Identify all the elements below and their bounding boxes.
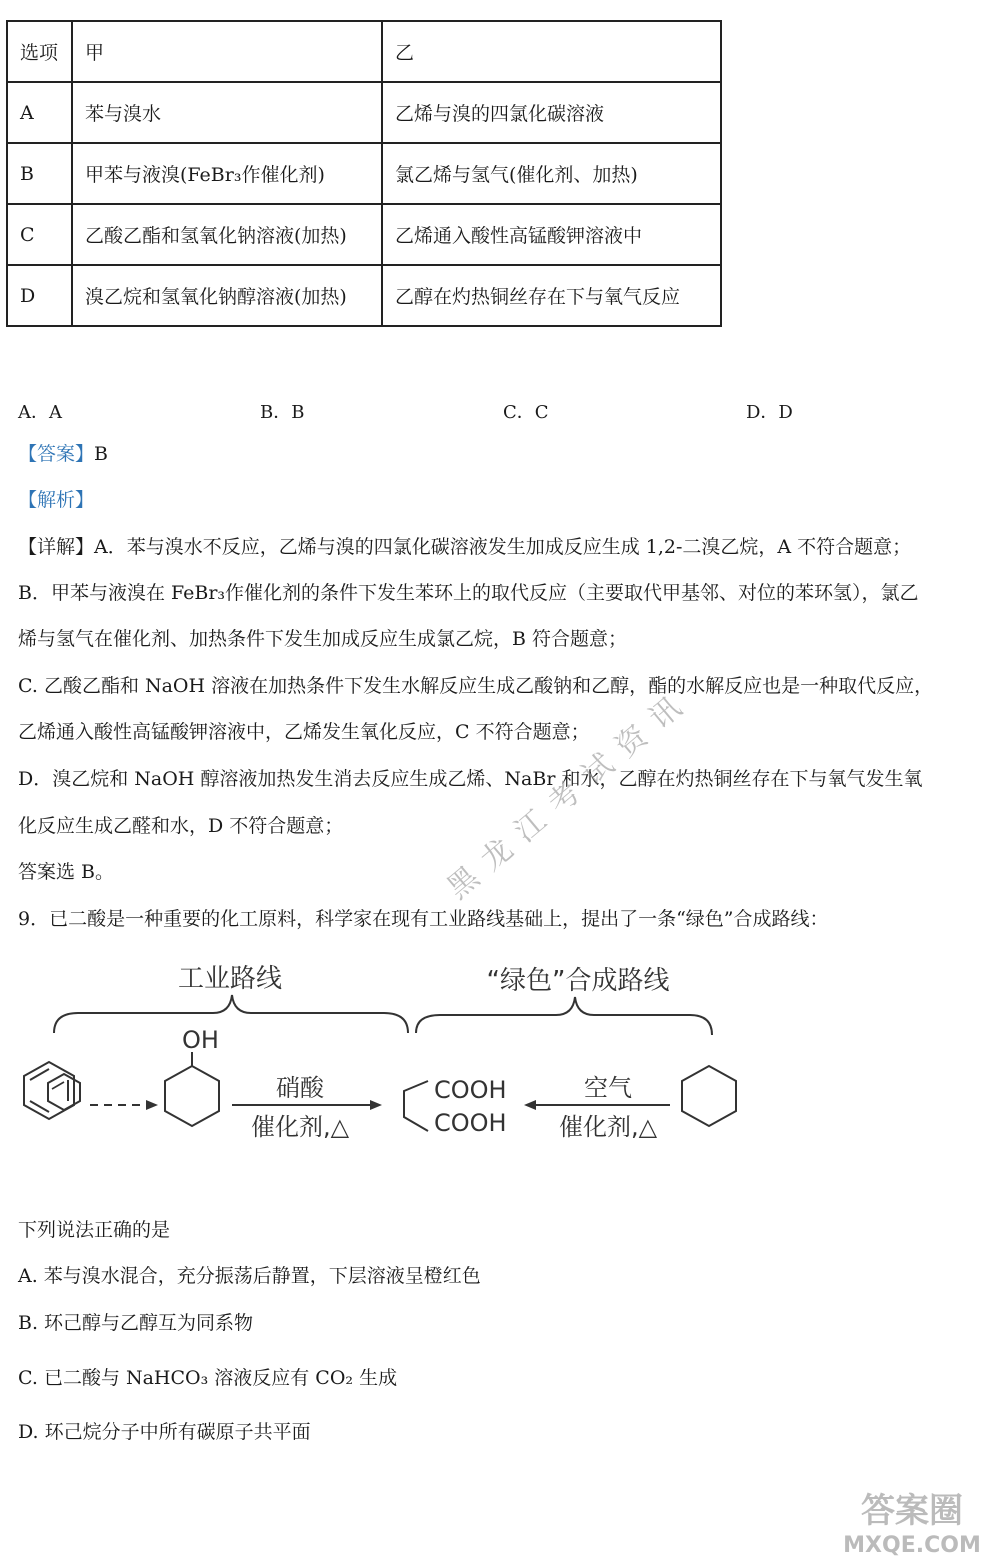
table-cell: D — [7, 265, 72, 326]
site-logo — [826, 1488, 998, 1558]
green-route-label: “绿色”合成路线 — [486, 966, 670, 996]
table-cell: B — [7, 143, 72, 204]
detail-line: 烯与氢气在催化剂、加热条件下发生加成反应生成氯乙烷，B 符合题意； — [18, 628, 628, 650]
q9-stem: 9．已二酸是一种重要的化工原料，科学家在现有工业路线基础上，提出了一条“绿色”合成路线： — [18, 908, 829, 930]
benzene-structure — [48, 1074, 80, 1110]
green-route-brace — [416, 997, 712, 1035]
table-row — [7, 143, 721, 204]
table-row — [7, 265, 721, 326]
table-cell: 乙酸乙酯和氢氧化钠溶液(加热) — [72, 204, 382, 265]
choice-a: A．A — [18, 402, 62, 423]
table-cell: C — [7, 204, 72, 265]
detail-line: 【详解】A．苯与溴水不反应，乙烯与溴的四氯化碳溶液发生加成反应生成 1,2-二溴乙烷，A 不符合题意； — [18, 536, 912, 558]
table-cell: 乙烯与溴的四氯化碳溶液 — [382, 82, 721, 143]
reagent-catalyst-heat-right: 催化剂,△ — [558, 1113, 658, 1141]
q9-option-c: C. 已二酸与 NaHCO₃ 溶液反应有 CO₂ 生成 — [18, 1367, 398, 1389]
cooh-bottom-label: COOH — [434, 1109, 507, 1137]
q9-option-d: D. 环己烷分子中所有碳原子共平面 — [18, 1421, 311, 1443]
choice-d: D．D — [746, 402, 793, 423]
industrial-route-label: 工业路线 — [177, 964, 283, 994]
oh-label: OH — [182, 1026, 219, 1054]
reagent-nitric-acid: 硝酸 — [276, 1074, 324, 1102]
industrial-route-brace — [54, 995, 408, 1033]
comparison-table — [6, 20, 722, 327]
choice-c: C．C — [503, 402, 549, 423]
q9-prompt: 下列说法正确的是 — [18, 1219, 171, 1241]
table-cell: 乙醇在灼热铜丝存在下与氧气反应 — [382, 265, 721, 326]
table-header-cell: 选项 — [7, 21, 72, 82]
analysis-tag: 【解析】 — [18, 489, 95, 511]
detail-line: 化反应生成乙醛和水，D 不符合题意； — [18, 815, 344, 837]
table-cell: 溴乙烷和氢氧化钠醇溶液(加热) — [72, 265, 382, 326]
table-cell: 氯乙烯与氢气(催化剂、加热) — [382, 143, 721, 204]
logo-text: 答案圈 — [861, 1491, 963, 1531]
detail-line: 答案选 B。 — [18, 861, 115, 883]
table-cell: 乙烯通入酸性高锰酸钾溶液中 — [382, 204, 721, 265]
table-cell: 苯与溴水 — [72, 82, 382, 143]
table-cell: 甲苯与液溴(FeBr₃作催化剂) — [72, 143, 382, 204]
table-row — [7, 204, 721, 265]
reagent-air: 空气 — [584, 1074, 632, 1102]
table-row — [7, 82, 721, 143]
choice-b: B．B — [260, 402, 305, 423]
cyclohexane-structure — [682, 1066, 736, 1126]
detail-line: B．甲苯与液溴在 FeBr₃作催化剂的条件下发生苯环上的取代反应（主要取代甲基邻、对位的苯环氢），氯乙 — [18, 582, 919, 604]
table-cell: A — [7, 82, 72, 143]
adipic-acid-structure — [404, 1076, 507, 1137]
logo-url: MXQE.COM — [843, 1533, 981, 1558]
table-header-cell: 乙 — [382, 21, 721, 82]
detail-line: C. 乙酸乙酯和 NaOH 溶液在加热条件下发生水解反应生成乙酸钠和乙醇，酯的水解反应也是一种取代反应， — [18, 675, 934, 697]
q9-option-a: A. 苯与溴水混合，充分振荡后静置，下层溶液呈橙红色 — [18, 1265, 481, 1287]
answer-line — [18, 442, 108, 466]
detail-line: D．溴乙烷和 NaOH 醇溶液加热发生消去反应生成乙烯、NaBr 和水，乙醇在灼热铜丝存在下与氧气发生氧 — [18, 768, 923, 790]
q9-option-b: B. 环己醇与乙醇互为同系物 — [18, 1312, 254, 1334]
reagent-catalyst-heat-left: 催化剂,△ — [250, 1113, 350, 1141]
answer-value: B — [94, 443, 108, 465]
cooh-top-label: COOH — [434, 1076, 507, 1104]
table-header-cell: 甲 — [72, 21, 382, 82]
cyclohexanol-structure — [165, 1026, 219, 1126]
table-header-row — [7, 21, 721, 82]
watermark-text: 黑龙江考试资讯 — [440, 681, 700, 907]
detail-line: 乙烯通入酸性高锰酸钾溶液中，乙烯发生氧化反应，C 不符合题意； — [18, 721, 590, 743]
synthesis-route-diagram — [18, 955, 758, 1150]
answer-tag: 【答案】 — [18, 443, 95, 465]
